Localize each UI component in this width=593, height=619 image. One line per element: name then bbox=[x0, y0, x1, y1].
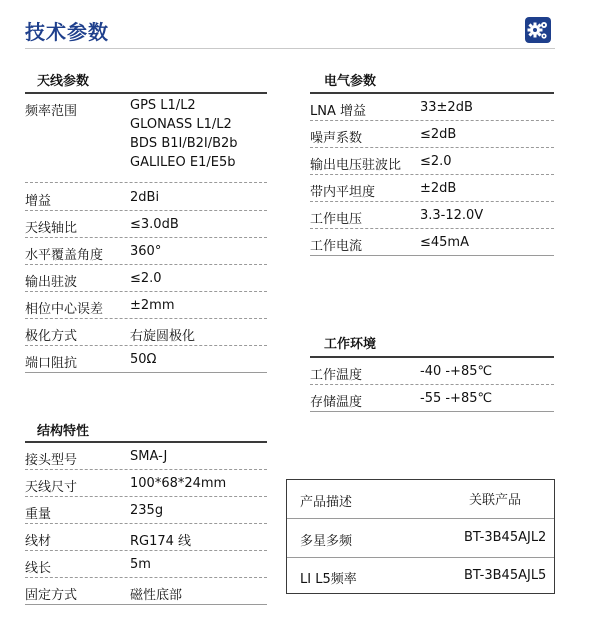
structure-section-title: 结构特性 bbox=[37, 424, 90, 439]
row-value: ±2dB bbox=[420, 181, 457, 196]
row-label: 工作温度 bbox=[310, 368, 363, 383]
antenna-section-title: 天线参数 bbox=[37, 74, 90, 89]
product-table bbox=[286, 479, 555, 594]
freq-value: GALILEO E1/E5b bbox=[130, 155, 236, 170]
freq-values bbox=[130, 96, 238, 172]
row-value: 33±2dB bbox=[420, 100, 473, 115]
row-label: 天线轴比 bbox=[25, 221, 78, 236]
row-value: 100*68*24mm bbox=[130, 476, 227, 491]
row-label: 输出电压驻波比 bbox=[310, 158, 402, 173]
row-label: 存储温度 bbox=[310, 395, 363, 410]
structure-row bbox=[25, 443, 267, 470]
structure-row bbox=[25, 497, 267, 524]
row-label: 端口阻抗 bbox=[25, 356, 78, 371]
row-value: ≤2.0 bbox=[130, 271, 162, 286]
structure-row bbox=[25, 578, 267, 605]
row-label: 带内平坦度 bbox=[310, 185, 376, 200]
row-label: 水平覆盖角度 bbox=[25, 248, 104, 263]
row-label: 固定方式 bbox=[25, 588, 78, 603]
row-value: RG174 线 bbox=[130, 534, 192, 549]
row-value: 右旋圆极化 bbox=[130, 329, 196, 344]
electrical-row bbox=[310, 202, 554, 229]
header-related-product: 关联产品 bbox=[469, 493, 522, 508]
row-value: ≤2.0 bbox=[420, 154, 452, 169]
row-value: 235g bbox=[130, 503, 164, 518]
electrical-section-title: 电气参数 bbox=[324, 74, 377, 89]
structure-row bbox=[25, 551, 267, 578]
table-row bbox=[287, 519, 554, 557]
row-label: 接头型号 bbox=[25, 453, 78, 468]
title-divider bbox=[25, 48, 555, 49]
row-label: 噪声系数 bbox=[310, 131, 363, 146]
row-label: 重量 bbox=[25, 507, 52, 522]
environment-section-title: 工作环境 bbox=[324, 337, 377, 352]
row-label: 增益 bbox=[25, 194, 52, 209]
product-desc: LI L5频率 bbox=[300, 572, 357, 587]
freq-value: BDS B1I/B2I/B2b bbox=[130, 136, 238, 151]
environment-row bbox=[310, 358, 554, 385]
related-product: BT-3B45AJL2 bbox=[464, 530, 547, 545]
antenna-row bbox=[25, 292, 267, 319]
row-label: 天线尺寸 bbox=[25, 480, 78, 495]
gears-icon bbox=[525, 17, 551, 43]
electrical-row bbox=[310, 148, 554, 175]
antenna-row bbox=[25, 265, 267, 292]
freq-value: GPS L1/L2 bbox=[130, 98, 196, 113]
row-label: LNA 增益 bbox=[310, 104, 366, 119]
row-value: 50Ω bbox=[130, 352, 157, 367]
structure-row bbox=[25, 524, 267, 551]
row-value: ±2mm bbox=[130, 298, 175, 313]
row-value: ≤3.0dB bbox=[130, 217, 179, 232]
environment-row bbox=[310, 385, 554, 412]
table-row bbox=[287, 558, 554, 594]
row-label: 频率范围 bbox=[25, 104, 78, 119]
row-value: ≤45mA bbox=[420, 235, 469, 250]
electrical-row bbox=[310, 229, 554, 256]
antenna-row bbox=[25, 238, 267, 265]
row-value: -40 -+85℃ bbox=[420, 364, 493, 379]
row-label: 相位中心误差 bbox=[25, 302, 104, 317]
product-table-header bbox=[287, 480, 554, 518]
row-value: 5m bbox=[130, 557, 151, 572]
antenna-row bbox=[25, 184, 267, 211]
row-value: 2dBi bbox=[130, 190, 160, 205]
row-label: 线材 bbox=[25, 534, 52, 549]
freq-value: GLONASS L1/L2 bbox=[130, 117, 232, 132]
row-value: 3.3-12.0V bbox=[420, 208, 484, 223]
row-label: 线长 bbox=[25, 561, 52, 576]
antenna-freq-row bbox=[25, 94, 267, 183]
row-value: ≤2dB bbox=[420, 127, 457, 142]
row-label: 工作电流 bbox=[310, 239, 363, 254]
related-product: BT-3B45AJL5 bbox=[464, 568, 547, 583]
electrical-row bbox=[310, 121, 554, 148]
antenna-row bbox=[25, 319, 267, 346]
antenna-row bbox=[25, 346, 267, 373]
electrical-row bbox=[310, 175, 554, 202]
row-value: 磁性底部 bbox=[130, 588, 183, 603]
row-label: 工作电压 bbox=[310, 212, 363, 227]
antenna-row bbox=[25, 211, 267, 238]
row-value: SMA-J bbox=[130, 449, 168, 464]
row-value: 360° bbox=[130, 244, 162, 259]
product-desc: 多星多频 bbox=[300, 534, 353, 549]
row-value: -55 -+85℃ bbox=[420, 391, 493, 406]
row-label: 极化方式 bbox=[25, 329, 78, 344]
electrical-row bbox=[310, 94, 554, 121]
header-product-desc: 产品描述 bbox=[300, 495, 353, 510]
row-label: 输出驻波 bbox=[25, 275, 78, 290]
structure-row bbox=[25, 470, 267, 497]
page-title: 技术参数 bbox=[25, 20, 109, 44]
